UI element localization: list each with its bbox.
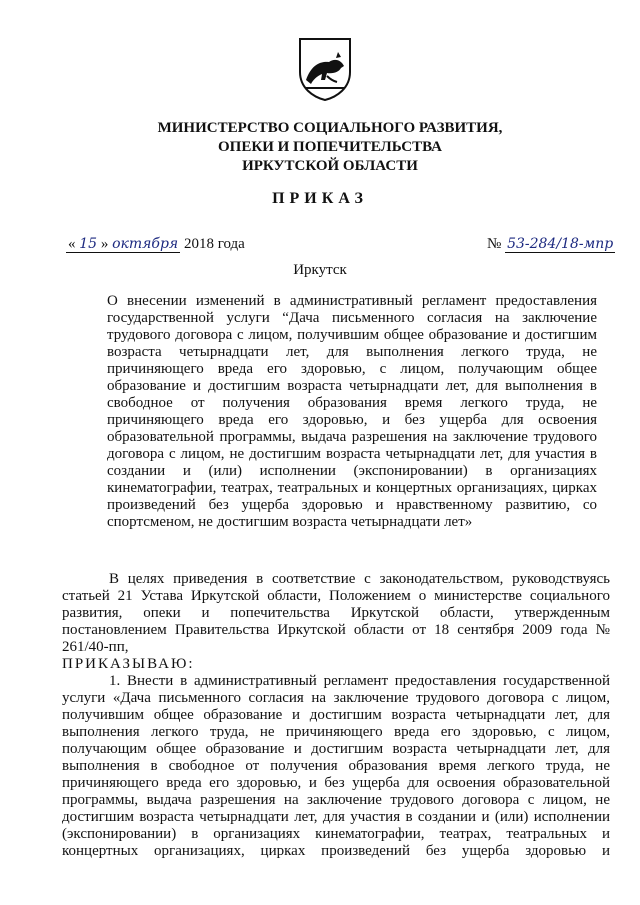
number-sign: № bbox=[487, 236, 502, 252]
order-date bbox=[66, 236, 245, 253]
ministry-line-1: МИНИСТЕРСТВО СОЦИАЛЬНОГО РАЗВИТИЯ, bbox=[157, 120, 503, 136]
number-value: 53-284/18-мпр bbox=[507, 236, 614, 252]
date-year: 2018 года bbox=[183, 236, 245, 252]
document-type: ПРИКАЗ bbox=[272, 190, 368, 207]
order-subject: О внесении изменений в административный регламент предоставления государственной услуги “Дача письменного согласия на заключение трудового договора с лицом, получившим общее образование и достигшим возраста четырнадцати лет, для выполнения легкого труда, не причиняющего вреда его здоровью, с лицом, получающим общее образование и достигшим возраста четырнадцати лет, для выполнения в свободное от получения образования время легкого труда, не причиняющего вреда его здоровью, и без ущерба для освоения образовательной программы, выдача разрешения на заключение трудового договора с лицом, не достигшим возраста четырнадцати лет, для участия в создании и (или) исполнении (экспонировании) в организациях кинематографии, театрах, театральных и концертных организациях, цирках произведений без ущерба здоровью и нравственному развитию, со спортсменом, не достигшим возраста четырнадцати лет» bbox=[107, 293, 597, 530]
preamble-paragraph: В целях приведения в соответствие с законодательством, руководствуясь статьей 21 Устава Иркутской области, Положением о министерстве социального развития, опеки и попечительства Иркутской области, утвержденным постановлением Правительства Иркутской области от 18 сентября 2009 года № 261/40-пп, bbox=[62, 571, 610, 655]
ministry-line-3: ИРКУТСКОЙ ОБЛАСТИ bbox=[242, 158, 418, 174]
date-day: 15 bbox=[79, 236, 98, 252]
item-1-paragraph: 1. Внести в административный регламент предоставления государственной услуги «Дача письменного согласия на заключение трудового договора с лицом, получившим общее образование и достигшим возраста четырнадцати лет, для выполнения легкого труда, не причиняющего вреда его здоровью, с лицом, получающим общее образование и достигшим возраста четырнадцати лет, для выполнения в свободное от получения образования время легкого труда, не причиняющего вреда его здоровью, и без ущерба для освоения образовательной программы, выдача разрешения на заключение трудового договора с лицом, не достигшим возраста четырнадцати лет, для участия в создании и (или) исполнении (экспонировании) в организациях кинематографии, театрах, театральных и концертных организациях, цирках произведений без ущерба здоровью и bbox=[62, 673, 610, 859]
date-handwritten: « 15 » октября bbox=[68, 236, 179, 252]
order-word: ПРИКАЗЫВАЮ: bbox=[62, 656, 195, 672]
order-number bbox=[487, 236, 615, 253]
ministry-name bbox=[100, 119, 560, 176]
date-month: октября bbox=[112, 236, 179, 252]
ministry-line-2: ОПЕКИ И ПОПЕЧИТЕЛЬСТВА bbox=[218, 139, 442, 155]
city: Иркутск bbox=[293, 262, 347, 278]
order-body bbox=[62, 571, 610, 860]
irkutsk-coat-of-arms-icon bbox=[297, 36, 353, 102]
